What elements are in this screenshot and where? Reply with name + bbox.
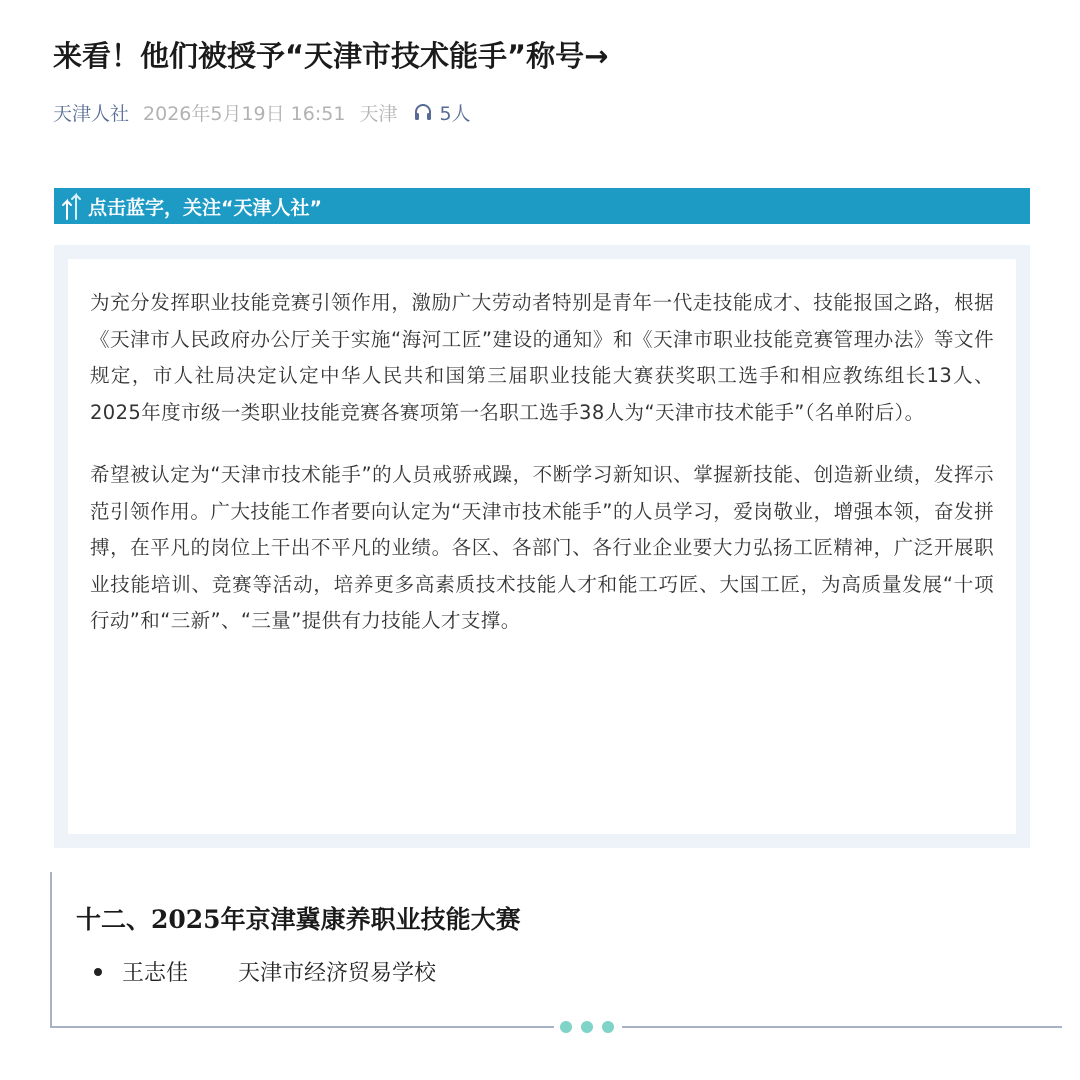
section-title: 十二、2025年京津冀康养职业技能大赛 bbox=[76, 905, 521, 934]
winner-organization: 天津市经济贸易学校 bbox=[238, 961, 437, 986]
paragraph-2: 希望被认定为“天津市技术能手”的人员戒骄戒躁，不断学习新知识、掌握新技能、创造新业绩，发挥示范引领作用。广大技能工作者要向认定为“天津市技术能手”的人员学习，爱岗敬业，增强本领，奋发拼搏，在平凡的岗位上干出不平凡的业绩。各区、各部门、各行业企业要大力弘扬工匠精神，广泛开展职业技能培训、竞赛等活动，培养更多高素质技术技能人才和能工巧匠、大国工匠，为高质量发展“十项行动”和“三新”、“三量”提供有力技能人才支撑。 bbox=[90, 463, 994, 632]
list-item bbox=[94, 956, 436, 987]
follow-banner[interactable] bbox=[54, 188, 1030, 224]
dot-icon bbox=[581, 1021, 593, 1033]
follow-banner-text: 点击蓝字，关注“天津人社” bbox=[88, 196, 322, 219]
listener-count[interactable]: 5人 bbox=[439, 102, 471, 125]
decorative-dots bbox=[560, 1021, 614, 1033]
publish-location: 天津 bbox=[359, 102, 398, 125]
section-bottom-border bbox=[50, 1026, 554, 1028]
author-link[interactable]: 天津人社 bbox=[53, 102, 130, 125]
section-left-border bbox=[50, 872, 52, 1028]
intro-panel-inner bbox=[68, 259, 1016, 834]
bullet-icon bbox=[94, 968, 102, 976]
section-bottom-border bbox=[622, 1026, 1062, 1028]
intro-panel bbox=[54, 245, 1030, 848]
dot-icon bbox=[602, 1021, 614, 1033]
paragraph-1: 为充分发挥职业技能竞赛引领作用，激励广大劳动者特别是青年一代走技能成才、技能报国之路，根据《天津市人民政府办公厅关于实施“海河工匠”建设的通知》和《天津市职业技能竞赛管理办法》等文件规定，市人社局决定认定中华人民共和国第三届职业技能大赛获奖职工选手和相应教练组长13人、2025年度市级一类职业技能竞赛各赛项第一名职工选手38人为“天津市技术能手”（名单附后）。 bbox=[90, 291, 994, 424]
winner-section bbox=[50, 872, 1060, 1028]
publish-time: 2026年5月19日 16:51 bbox=[143, 102, 346, 125]
up-arrow-icon bbox=[59, 191, 85, 221]
winner-name: 王志佳 bbox=[122, 961, 189, 986]
headphones-icon[interactable] bbox=[413, 102, 433, 122]
article-title: 来看！他们被授予“天津市技术能手”称号→ bbox=[53, 39, 609, 73]
article-meta bbox=[53, 96, 471, 128]
dot-icon bbox=[560, 1021, 572, 1033]
